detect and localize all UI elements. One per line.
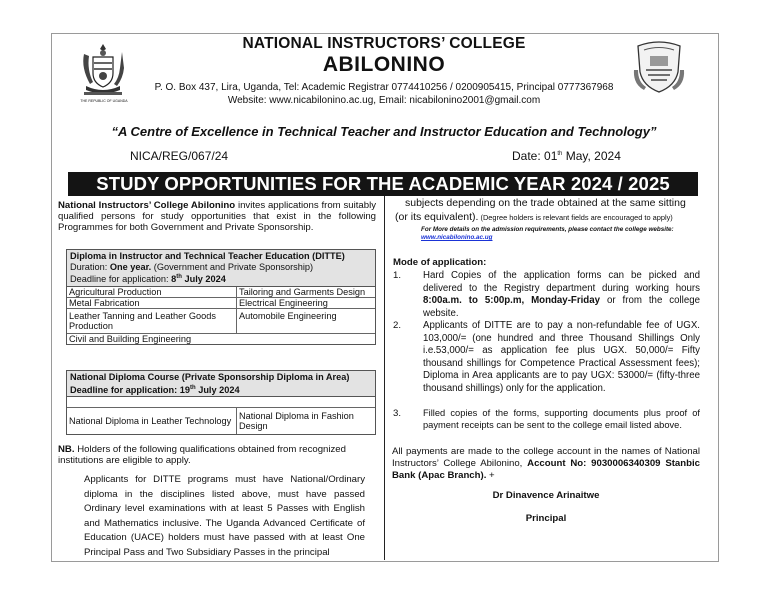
table-cell-last: Civil and Building Engineering bbox=[69, 333, 192, 344]
date-rest: May, 2024 bbox=[562, 149, 621, 163]
mode-item-1-text: Hard Copies of the application forms can be picked and delivered to the Registry department during working hours bbox=[423, 270, 700, 294]
table-cell: Agricultural Production bbox=[67, 287, 237, 298]
ditte-course-table bbox=[67, 287, 375, 334]
mode-item-1-end: or from the college website. bbox=[423, 295, 700, 319]
signatory-name: Dr Dinavence Arinaitwe bbox=[492, 490, 600, 501]
ditte-deadline bbox=[70, 272, 372, 285]
table-cell: Tailoring and Garments Design bbox=[237, 287, 375, 298]
table-cell: National Diploma in Fashion Design bbox=[239, 411, 354, 432]
intro-text: invites applications from suitably qualified persons for study opportunities that exist in the following Programmes for both Government and Private Sponsorship. bbox=[58, 200, 376, 233]
deadline-day: 8 bbox=[171, 274, 177, 285]
signatory-title: Principal bbox=[525, 513, 567, 524]
nd-course-table bbox=[67, 408, 375, 434]
nd-title: National Diploma Course (Private Sponsorship Diploma in Area) bbox=[70, 372, 350, 382]
duration-value: One year. bbox=[109, 261, 152, 272]
mode-of-application-heading: Mode of application: bbox=[393, 257, 487, 268]
nd-deadline-label: Deadline for application: 19 bbox=[70, 384, 190, 395]
table-cell: Leather Tanning and Leather Goods Production bbox=[67, 309, 237, 334]
table-cell: Metal Fabrication bbox=[67, 298, 237, 309]
ditte-programme-box bbox=[66, 249, 376, 345]
college-website-link[interactable]: www.nicabilonino.ac.ug bbox=[421, 234, 493, 241]
more-details-text: For More details on the admission requirements, please contact the college website: bbox=[421, 226, 674, 233]
document-date bbox=[512, 149, 621, 163]
date-suffix-sup: th bbox=[557, 151, 563, 157]
table-cell: Automobile Engineering bbox=[237, 309, 375, 334]
website-email-line: Website: www.nicabilonino.ac.ug, Email: nicabilonino2001@gmail.com bbox=[227, 95, 541, 106]
deadline-label: Deadline for application: bbox=[70, 274, 172, 285]
ditte-requirements: Applicants for DITTE programs must have National/Ordinary diploma in the disciplines listed above, must have passed Ordinary level examinations with at least 5 Passes with English and Mathematics inclusive. The Uganda Advanced Certificate of Education (UACE) holders must have passed with at least One Principal Pass and Two Subsidiary Passes in the principal bbox=[84, 474, 365, 558]
address-line: P. O. Box 437, Lira, Uganda, Tel: Academic Registrar 0774410256 / 0200905415, Principal 0777367968 bbox=[154, 82, 614, 93]
nd-deadline bbox=[70, 383, 372, 396]
reference-number: NICA/REG/067/24 bbox=[130, 149, 229, 163]
deadline-sup: th bbox=[176, 274, 182, 280]
national-diploma-box bbox=[66, 370, 376, 435]
more-details-note bbox=[421, 226, 701, 242]
crest-caption: THE REPUBLIC OF UGANDA bbox=[80, 99, 128, 103]
continuation-line-2 bbox=[395, 211, 701, 224]
payment-paragraph bbox=[392, 446, 700, 482]
table-cell: National Diploma in Leather Technology bbox=[67, 408, 237, 434]
ditte-title: Diploma in Instructor and Technical Teacher Education (DITTE) bbox=[70, 251, 345, 261]
list-number: 3. bbox=[393, 408, 402, 419]
table-cell: Electrical Engineering bbox=[237, 298, 375, 309]
account-number: Account No: 9030006340309 Stanbic Bank (Apac Branch). bbox=[392, 458, 700, 481]
nd-deadline-year: July 2024 bbox=[195, 384, 240, 395]
mode-item-3: Filled copies of the forms, supporting documents plus proof of payment receipts can be sent to the college email listed above. bbox=[423, 408, 700, 430]
payment-plus: + bbox=[486, 470, 495, 481]
intro-paragraph bbox=[58, 200, 376, 233]
college-motto: “A Centre of Excellence in Technical Teacher and Instructor Education and Technology” bbox=[111, 124, 657, 139]
nb-text: Holders of the following qualifications obtained from recognized institutions are eligible to apply. bbox=[58, 444, 346, 466]
table-spacer bbox=[67, 397, 375, 408]
ditte-duration bbox=[70, 262, 372, 273]
mode-item-2: Applicants of DITTE are to pay a non-refundable fee of UGX. 103,000/= (one hundred and three Thousand Shillings Only i.e.53,000/= as application fee plus UGX. 50,000/= Fifty thousand shillings for Competence Practical Assessment fees); Diploma in Area applicants are to pay UGX: 53000/= (fifty-three thousand shillings) only for the application. bbox=[423, 320, 700, 394]
equivalent-text: (or its equivalent). bbox=[395, 211, 479, 223]
duration-label: Duration: bbox=[70, 261, 110, 272]
college-name: NATIONAL INSTRUCTORS’ COLLEGE bbox=[242, 35, 526, 52]
page-title-banner: STUDY OPPORTUNITIES FOR THE ACADEMIC YEAR 2024 / 2025 bbox=[68, 172, 698, 196]
ditte-box-header bbox=[67, 250, 375, 287]
column-divider bbox=[384, 196, 385, 560]
nd-deadline-sup: th bbox=[189, 384, 196, 391]
list-number: 2. bbox=[393, 320, 402, 331]
intro-college-name: National Instructors’ College Abilonino bbox=[58, 200, 236, 211]
mode-item-1 bbox=[423, 270, 700, 320]
nb-note bbox=[58, 444, 376, 466]
nb-label: NB. bbox=[58, 444, 75, 455]
deadline-month-year: July 2024 bbox=[181, 274, 226, 285]
date-prefix: Date: 01 bbox=[512, 149, 558, 163]
list-number: 1. bbox=[393, 270, 402, 281]
degree-note: (Degree holders is relevant fields are encouraged to apply) bbox=[478, 213, 673, 222]
working-hours: 8:00a.m. to 5:00p.m, Monday-Friday bbox=[423, 295, 600, 306]
nd-box-header bbox=[67, 371, 375, 397]
continuation-line: subjects depending on the trade obtained at the same sitting bbox=[405, 197, 686, 209]
college-place-name: ABILONINO bbox=[322, 53, 446, 76]
payment-text: All payments are made to the college account in the names of National Instructors’ College Abilonino, bbox=[392, 446, 700, 469]
duration-rest: (Government and Private Sponsorship) bbox=[151, 261, 314, 272]
